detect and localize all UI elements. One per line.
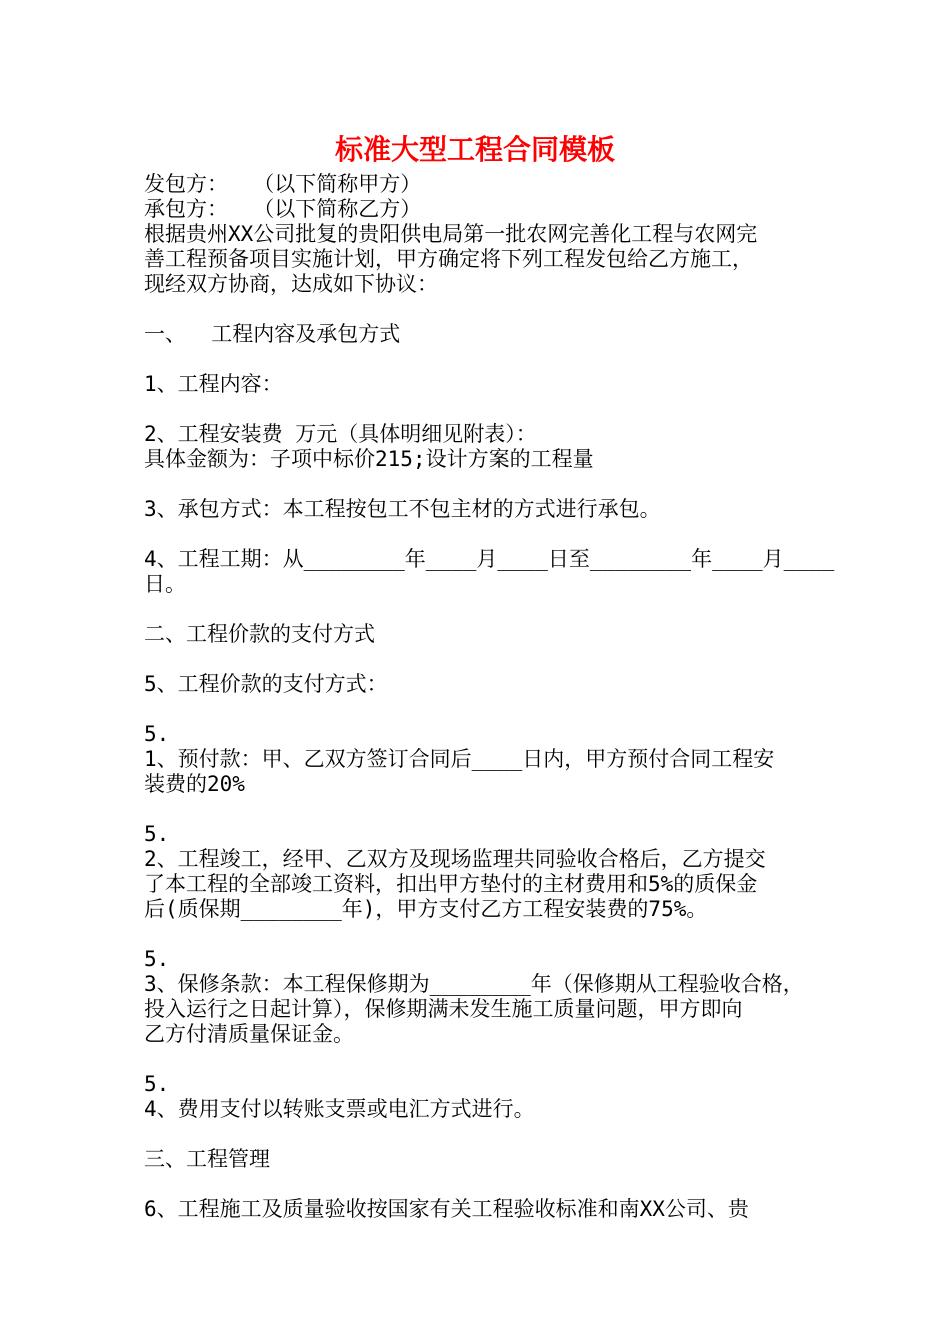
text-line: 根据贵州XX公司批复的贵阳供电局第一批农网完善化工程与农网完 [144, 222, 758, 246]
blank-line [144, 797, 844, 822]
blank-line [144, 1047, 844, 1072]
text-line: 发包方： （以下简称甲方） [144, 172, 422, 196]
text-line: 5. [144, 722, 170, 746]
text-line: 3、承包方式：本工程按包工不包主材的方式进行承包。 [144, 497, 661, 521]
text-line: 投入运行之日起计算），保修期满未发生施工质量问题，甲方即向 [144, 997, 743, 1021]
text-line: 三、工程管理 [144, 1147, 270, 1171]
blank-line [144, 472, 844, 497]
text-line: 2、工程安装费 万元（具体明细见附表）： [144, 422, 537, 446]
blank-line [144, 522, 844, 547]
text-line: 1、预付款：甲、乙双方签订合同后____日内，甲方预付合同工程安 [144, 747, 775, 771]
text-line: 善工程预备项目实施计划，甲方确定将下列工程发包给乙方施工， [144, 247, 753, 271]
blank-line [144, 647, 844, 672]
text-line: 5. [144, 1072, 170, 1096]
text-line: 6、工程施工及质量验收按国家有关工程验收标准和南XX公司、贵 [144, 1197, 749, 1221]
blank-line [144, 922, 844, 947]
text-line: 现经双方协商，达成如下协议： [144, 272, 438, 296]
text-line: 2、工程竣工，经甲、乙双方及现场监理共同验收合格后，乙方提交 [144, 847, 766, 871]
text-line: 4、工程工期：从________年____月____日至________年____月____ [144, 547, 835, 571]
text-line: 日。 [144, 572, 186, 596]
blank-line [144, 597, 844, 622]
blank-line [144, 1172, 844, 1197]
text-line: 3、保修条款：本工程保修期为________年（保修期从工程验收合格， [144, 972, 804, 996]
text-line: 具体金额为：子项中标价215;设计方案的工程量 [144, 447, 594, 471]
text-line: 乙方付清质量保证金。 [144, 1022, 354, 1046]
document-title: 标准大型工程合同模板 [334, 133, 615, 166]
blank-line [144, 1122, 844, 1147]
blank-line [144, 297, 844, 322]
text-line: 后(质保期________年)，甲方支付乙方工程安装费的75%。 [144, 897, 708, 921]
blank-line [144, 397, 844, 422]
blank-line [144, 697, 844, 722]
text-line: 了本工程的全部竣工资料，扣出甲方垫付的主材费用和5%的质保金 [144, 872, 758, 896]
text-line: 一、 工程内容及承包方式 [144, 322, 401, 346]
blank-line [144, 347, 844, 372]
text-line: 装费的20% [144, 772, 245, 796]
text-line: 5、工程价款的支付方式： [144, 672, 388, 696]
text-line: 5. [144, 947, 170, 971]
contract-body [144, 172, 844, 1222]
text-line: 4、费用支付以转账支票或电汇方式进行。 [144, 1097, 535, 1121]
text-line: 1、工程内容： [144, 372, 283, 396]
text-line: 5. [144, 822, 170, 846]
text-line: 承包方： （以下简称乙方） [144, 197, 422, 221]
text-line: 二、工程价款的支付方式 [144, 622, 375, 646]
